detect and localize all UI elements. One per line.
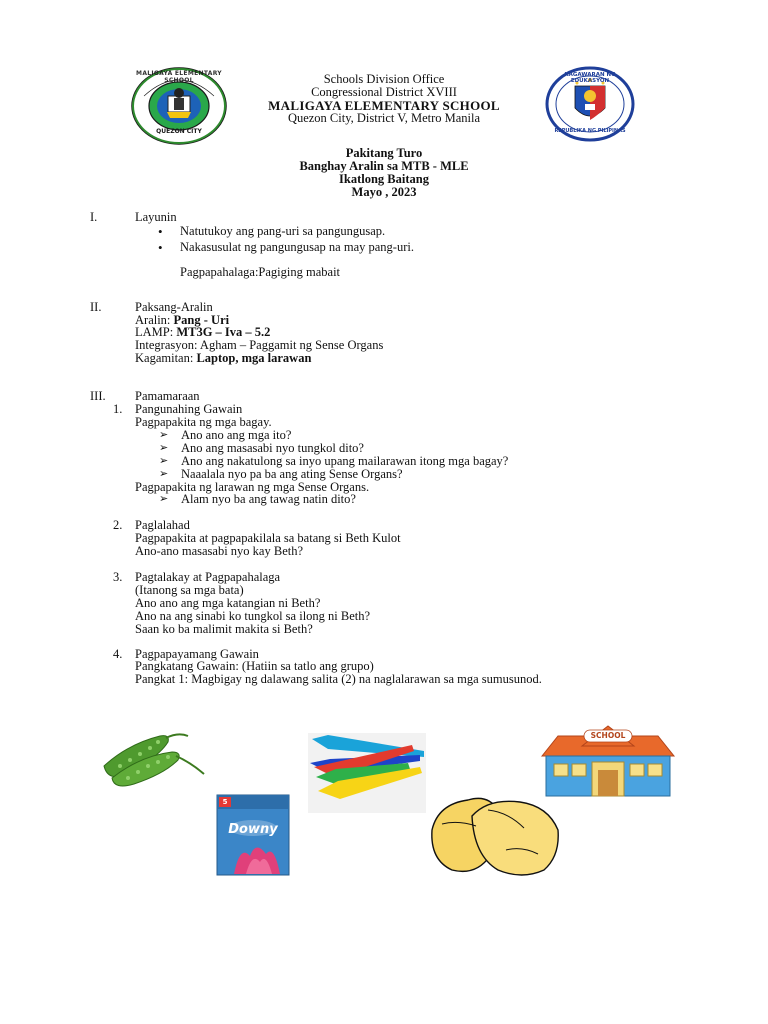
step-3-line: Ano na ang sinabi ko tungkol sa ilong ni Beth? <box>135 609 371 623</box>
step-1-question: ➢ Ano ang nakatulong sa inyo upang mailarawan itong mga bagay? <box>181 455 508 468</box>
section-1-number: I. <box>90 210 98 224</box>
left-logo-bottom-text: QUEZON CITY <box>156 128 202 135</box>
step-4-number: 4. <box>113 647 123 661</box>
objective-1: • Natutukoy ang pang-uri sa pangungusap. <box>180 225 385 238</box>
step-1-title: Pangunahing Gawain <box>135 402 243 416</box>
kagamitan-label: Kagamitan: <box>135 351 197 365</box>
horns-image <box>308 733 426 813</box>
section-1-heading: Layunin <box>135 210 177 224</box>
step-3-line: Ano ano ang mga katangian ni Beth? <box>135 596 321 610</box>
objective-2: • Nakasusulat ng pangungusap na may pang-uri. <box>180 241 414 254</box>
header-school-name: MALIGAYA ELEMENTARY SCHOOL <box>268 98 500 113</box>
step-4-line: Pangkat 1: Magbigay ng dalawang salita (2) na naglalarawan sa mga sumusunod. <box>135 672 542 686</box>
step-1-question: ➢ Naaalala nyo pa ba ang ating Sense Organs? <box>181 468 403 481</box>
title-baitang: Ikatlong Baitang <box>339 172 429 186</box>
section-3-heading: Pamamaraan <box>135 389 200 403</box>
vuvuzela-horns-icon <box>308 733 426 813</box>
header-district: Congressional District XVIII <box>311 85 457 99</box>
kagamitan-value: Laptop, mga larawan <box>196 351 312 365</box>
values-line: Pagpapahalaga:Pagiging mabait <box>180 265 341 279</box>
step-1-intro: Pagpapakita ng mga bagay. <box>135 415 272 429</box>
section-2-heading: Paksang-Aralin <box>135 300 213 314</box>
step-1-number: 1. <box>113 402 123 416</box>
kagamitan-line <box>135 352 311 365</box>
step-2-title: Paglalahad <box>135 518 190 532</box>
integrasyon-line: Integrasyon: Agham – Paggamit ng Sense Organs <box>135 338 384 352</box>
left-logo-top-text: MALIGAYA ELEMENTARY SCHOOL <box>136 70 222 84</box>
section-2-number: II. <box>90 300 102 314</box>
lamp-value: MT3G – Iva – 5.2 <box>176 325 271 339</box>
step-2-line: Pagpapakita at pagpapakilala sa batang si Beth Kulot <box>135 531 401 545</box>
aralin-label: Aralin: <box>135 313 174 327</box>
step-2-line: Ano-ano masasabi nyo kay Beth? <box>135 544 304 558</box>
aralin-value: Pang - Uri <box>173 313 230 327</box>
downy-badge: 5 <box>222 798 228 806</box>
step-3-line: Saan ko ba malimit makita si Beth? <box>135 622 313 636</box>
section-3-number: III. <box>90 389 106 403</box>
step-1-intro-2: Pagpapakita ng larawan ng mga Sense Organs. <box>135 480 370 494</box>
step-4-line: Pangkatang Gawain: (Hatiin sa tatlo ang grupo) <box>135 659 374 673</box>
bitter-gourd-image <box>98 722 210 792</box>
step-3-number: 3. <box>113 570 123 584</box>
header-address: Quezon City, District V, Metro Manila <box>287 111 481 125</box>
pillows-image <box>428 790 562 878</box>
lamp-label: LAMP: <box>135 325 177 339</box>
downy-brand: Downy <box>228 822 278 837</box>
pillows-icon <box>428 790 562 878</box>
bitter-gourd-icon <box>98 722 210 792</box>
step-1-question: ➢ Ano ang masasabi nyo tungkol dito? <box>181 442 364 455</box>
school-sign-text: SCHOOL <box>590 731 626 740</box>
header-office: Schools Division Office <box>323 72 445 86</box>
title-date: Mayo , 2023 <box>351 185 417 199</box>
title-pakitang-turo: Pakitang Turo <box>345 146 423 160</box>
step-3-line: (Itanong sa mga bata) <box>135 583 244 597</box>
title-banghay-aralin: Banghay Aralin sa MTB - MLE <box>299 159 469 173</box>
step-1-question: ➢ Ano ano ang mga ito? <box>181 429 291 442</box>
step-4-title: Pagpapayamang Gawain <box>135 647 259 661</box>
step-3-title: Pagtalakay at Pagpapahalaga <box>135 570 281 584</box>
step-2-number: 2. <box>113 518 123 532</box>
step-1-question: ➢ Alam nyo ba ang tawag natin dito? <box>181 493 356 506</box>
right-logo-top-text: KAGAWARAN NG EDUKASYON <box>564 72 616 84</box>
right-logo-bottom-text: REPUBLIKA NG PILIPINAS <box>554 128 626 134</box>
